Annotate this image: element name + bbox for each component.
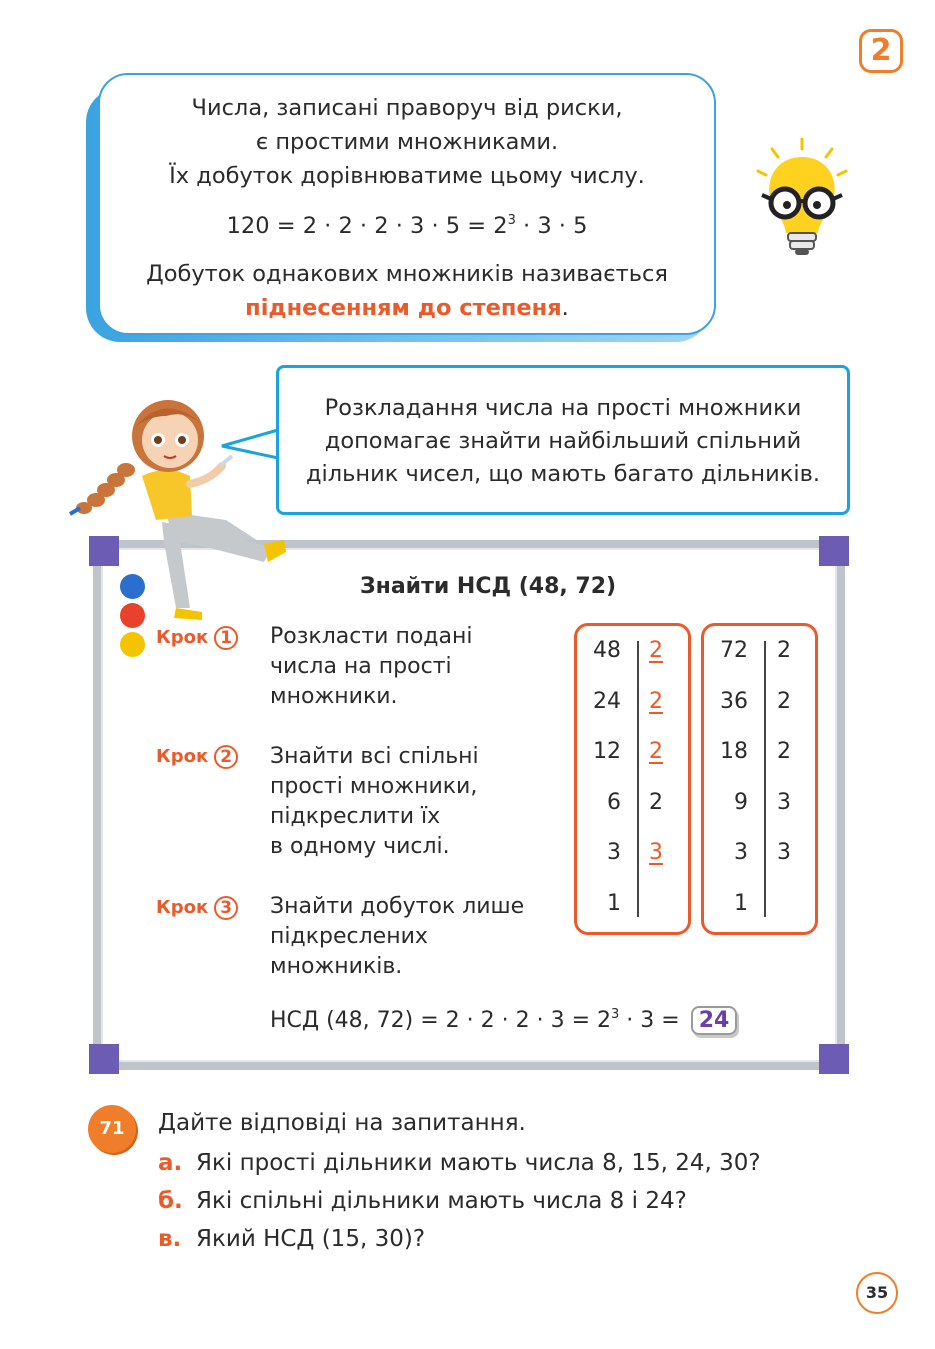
- result-exponent: 3: [611, 1007, 620, 1022]
- step-line: в одному числі.: [270, 834, 450, 859]
- ladder-factor: 3: [649, 840, 663, 865]
- info-line: є простими множниками.: [255, 129, 559, 155]
- ladder-number: 1: [607, 890, 621, 916]
- definition-line: Добуток однакових множників називається: [146, 261, 668, 287]
- speech-bubble: [276, 365, 850, 515]
- result-base: НСД (48, 72) = 2 · 2 · 2 · 3 = 2: [270, 1008, 611, 1033]
- equation-base: 120 = 2 · 2 · 2 · 3 · 5 = 2: [226, 213, 508, 239]
- ladder-factor: 2: [649, 638, 663, 663]
- step-line: Знайти всі спільні: [270, 744, 479, 769]
- step-number: 1: [214, 626, 238, 650]
- ladder-factor: 2: [777, 739, 791, 764]
- ladder-number: 9: [734, 789, 748, 815]
- board-corner-top-left: [89, 536, 119, 566]
- ladder-factor: 2: [649, 789, 663, 815]
- result-tail: · 3 =: [619, 1008, 687, 1033]
- step-number: 3: [214, 896, 238, 920]
- ladder-number: 6: [607, 789, 621, 815]
- result-answer: 24: [691, 1006, 738, 1035]
- info-equation: [100, 209, 714, 243]
- ladder-factor: 2: [649, 688, 663, 714]
- item-letter: а.: [158, 1150, 183, 1176]
- speech-line: Розкладання числа на прості множники: [324, 395, 802, 421]
- ladder-number: 72: [720, 638, 748, 663]
- ladder-number: 3: [607, 840, 621, 865]
- ladder-factor: 3: [777, 840, 791, 865]
- step-1-label: [156, 626, 238, 650]
- step-line: підкреслити їх: [270, 804, 441, 829]
- item-letter: б.: [158, 1188, 183, 1214]
- ladder-number: 1: [734, 890, 748, 916]
- step-2-label: [156, 745, 238, 769]
- ladder-factor: 2: [777, 638, 791, 663]
- equation-exponent: 3: [507, 213, 516, 228]
- step-3-text: [270, 892, 524, 982]
- step-number: 2: [214, 745, 238, 769]
- exercise-number-badge: 71: [88, 1105, 136, 1153]
- speech-bubble-tail: [218, 428, 280, 462]
- step-line: множників.: [270, 954, 403, 979]
- exercise-item-b: [158, 1188, 687, 1214]
- step-line: Знайти добуток лише: [270, 894, 525, 919]
- exercise-item-a: [158, 1150, 761, 1176]
- factor-ladder-48: [574, 623, 691, 935]
- step-word: Крок: [156, 897, 209, 918]
- step-2-text: [270, 742, 479, 862]
- item-text: Який НСД (15, 30)?: [196, 1226, 426, 1252]
- ladder-number: 3: [734, 840, 748, 865]
- definition-end: .: [561, 295, 569, 321]
- factor-ladder-72: [701, 623, 818, 935]
- page-number: 35: [856, 1272, 898, 1314]
- board-corner-top-right: [819, 536, 849, 566]
- ladder-number: 36: [720, 688, 748, 714]
- step-line: прості множники,: [270, 774, 478, 799]
- step-line: підкреслених: [270, 924, 428, 949]
- lightbulb-glasses-icon: [752, 135, 852, 267]
- step-word: Крок: [156, 746, 209, 767]
- info-box: [98, 73, 716, 335]
- step-word: Крок: [156, 627, 209, 648]
- ladder-factor: 2: [649, 739, 663, 764]
- step-1-text: [270, 622, 473, 712]
- step-line: числа на прості: [270, 654, 452, 679]
- girl-legs-illustration: [160, 512, 290, 622]
- ladder-divider: [637, 641, 639, 917]
- chapter-badge: 2: [859, 29, 903, 73]
- step-line: Розкласти подані: [270, 624, 473, 649]
- board-corner-bottom-left: [89, 1044, 119, 1074]
- board-dot-blue: [120, 574, 145, 599]
- exercise-prompt: Дайте відповіді на запитання.: [158, 1110, 526, 1136]
- item-letter: в.: [158, 1226, 182, 1252]
- ladder-number: 48: [593, 638, 621, 663]
- speech-line: дільник чисел, що мають багато дільників.: [305, 461, 820, 487]
- board-dot-red: [120, 603, 145, 628]
- board-title: Знайти НСД (48, 72): [360, 574, 617, 599]
- ladder-number: 24: [593, 688, 621, 714]
- equation-tail: · 3 · 5: [515, 213, 588, 239]
- info-line: Числа, записані праворуч від риски,: [191, 95, 623, 121]
- definition-term: піднесенням до степеня: [245, 295, 562, 321]
- step-line: множники.: [270, 684, 398, 709]
- step-3-label: [156, 896, 238, 920]
- item-text: Які спільні дільники мають числа 8 і 24?: [196, 1188, 687, 1214]
- exercise-item-c: [158, 1226, 425, 1252]
- item-text: Які прості дільники мають числа 8, 15, 24, 30?: [196, 1150, 761, 1176]
- ladder-number: 18: [720, 739, 748, 764]
- board-dot-yellow: [120, 632, 145, 657]
- ladder-factor: 3: [777, 789, 791, 815]
- ladder-factor: 2: [777, 688, 791, 714]
- speech-line: допомагає знайти найбільший спільний: [324, 428, 802, 454]
- board-corner-bottom-right: [819, 1044, 849, 1074]
- gcd-result: [270, 1006, 737, 1035]
- info-line: Їх добуток дорівнюватиме цьому числу.: [169, 163, 645, 189]
- ladder-divider: [764, 641, 766, 917]
- definition-term-line: [100, 291, 714, 325]
- ladder-number: 12: [593, 739, 621, 764]
